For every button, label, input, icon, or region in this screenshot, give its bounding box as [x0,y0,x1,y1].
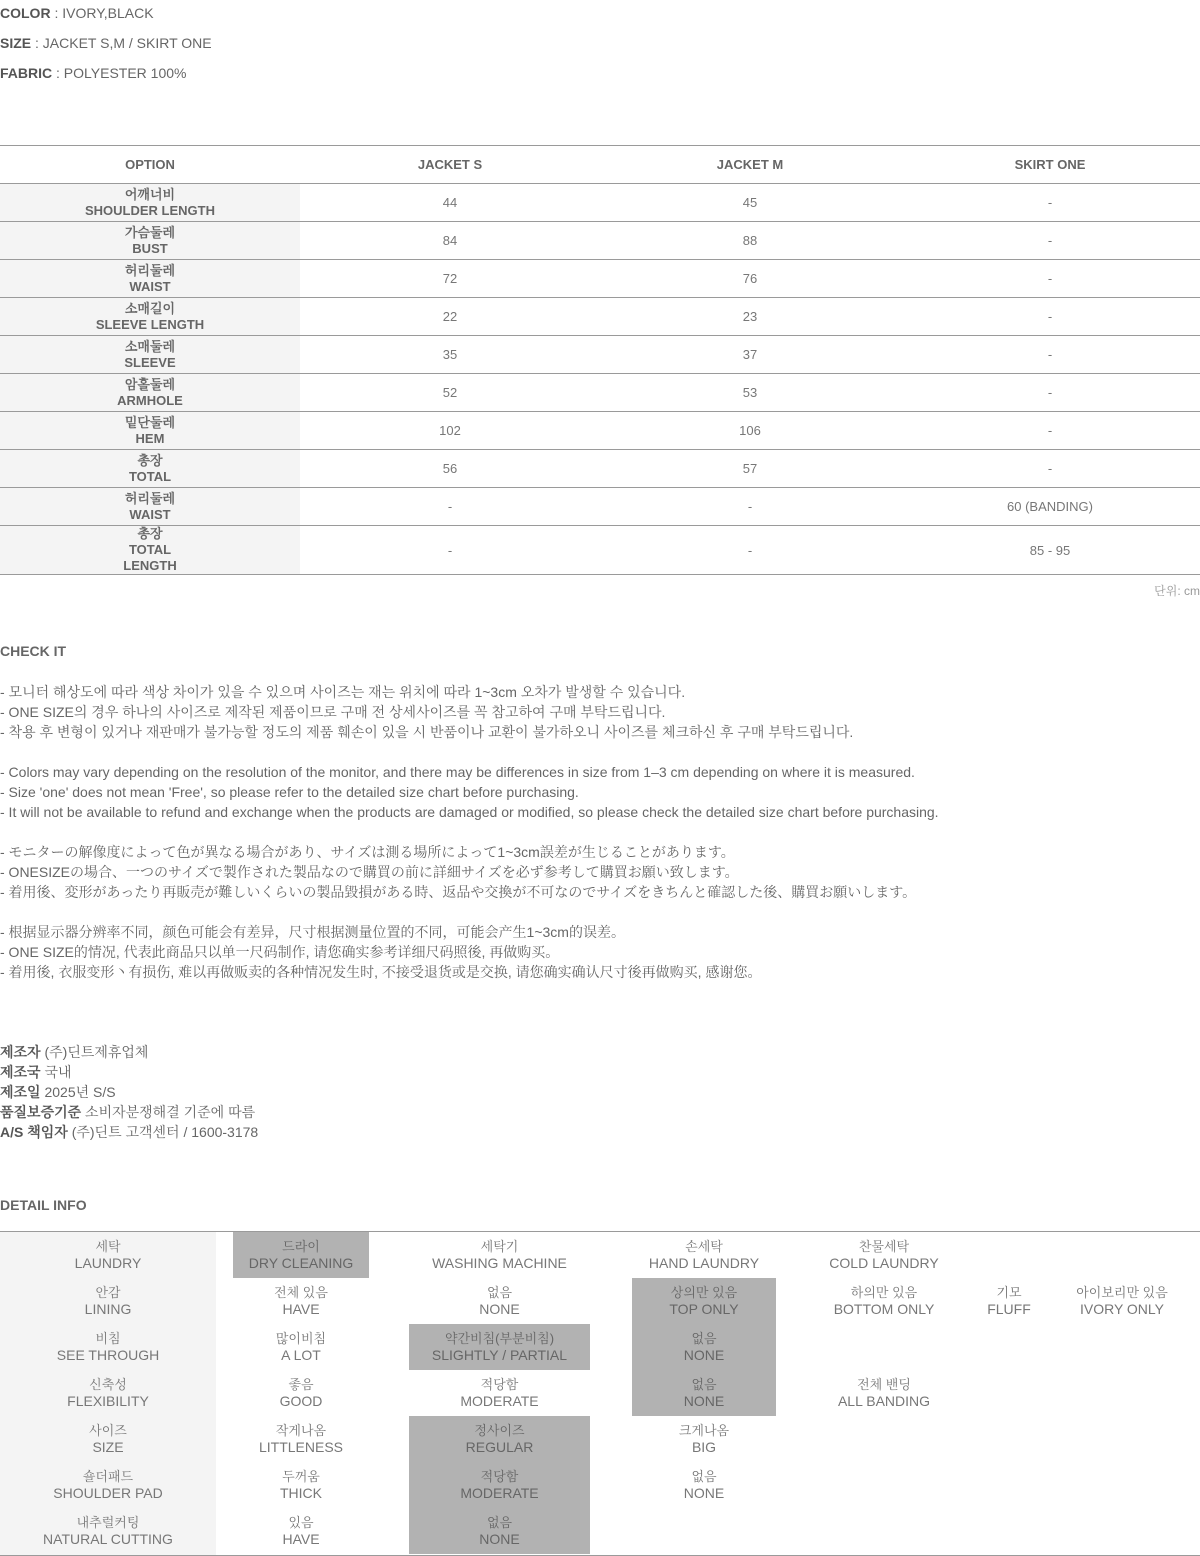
detail-option-ko: 없음 [691,1331,717,1346]
check-note-line: - 根据显示器分辨率不同，颜色可能会有差异，尺寸根据测量位置的不同，可能会产生1~3cm的误差。 [0,924,625,940]
check-note-line: - Size 'one' does not mean 'Free', so please refer to the detailed size chart before purchasing. [0,784,579,800]
detail-option-ko: 많이비침 [275,1331,327,1346]
detail-option-ko: 하의만 있음 [850,1285,918,1300]
maker-row [0,1082,258,1102]
note-gap [0,902,939,922]
size-value: 45 [600,184,900,222]
size-value: - [300,526,600,575]
product-info [0,0,212,88]
maker-key: A/S 책임자 [0,1124,68,1140]
detail-option-en: SLIGHTLY / PARTIAL [431,1347,568,1363]
maker-key: 제조자 [0,1044,41,1060]
detail-option-en: NONE [479,1301,520,1317]
check-note-line: - ONESIZEの場合、一つのサイズで製作された製品なので購買の前に詳細サイズを必ず参考して購買お願い致します。 [0,864,739,880]
size-value: - [600,526,900,575]
size-row-label-ko: 소매길이 [124,300,176,316]
size-row-label [0,298,300,336]
detail-option-ko: 두꺼움 [282,1469,320,1484]
note-gap [0,822,939,842]
detail-option-en: REGULAR [465,1439,534,1455]
detail-option-ko: 정사이즈 [474,1423,525,1438]
size-row-label-ko: 허리둘레 [124,262,176,278]
size-row-label [0,412,300,450]
detail-label-ko: 안감 [95,1285,121,1300]
detail-option-en: FLUFF [987,1301,1031,1317]
size-row-label-en: WAIST [129,506,171,522]
size-value: 88 [600,222,900,260]
size-value: - [900,412,1200,450]
info-fabric-value: : POLYESTER 100% [52,65,187,81]
size-value: - [300,488,600,526]
unit-label: 단위: cm [1154,584,1200,598]
maker-value: (주)딘트제휴업체 [40,1044,149,1060]
info-size [0,28,212,58]
detail-row-label [0,1370,216,1416]
detail-option [792,1370,976,1416]
check-note-line: - Colors may vary depending on the resolution of the monitor, and there may be differences in size from 1–3 cm depending on where it is measured. [0,764,915,780]
detail-option-ko: 기모 [996,1285,1022,1300]
detail-option [632,1232,776,1278]
detail-option [233,1508,369,1554]
info-fabric [0,58,212,88]
size-value: - [900,260,1200,298]
detail-row-label [0,1324,216,1370]
detail-row-label [0,1278,216,1324]
size-row [0,412,1200,450]
detail-option-en: COLD LAUNDRY [829,1255,939,1271]
detail-option-ko: 없음 [691,1377,717,1392]
detail-option-ko: 없음 [486,1515,513,1530]
header-option: OPTION [0,146,300,184]
size-value: 72 [300,260,600,298]
detail-option-en: MODERATE [460,1393,539,1409]
size-table [0,145,1200,575]
size-value: 53 [600,374,900,412]
check-note-line: - 着用後、変形があったり再販売が難しいくらいの製品毀損がある時、返品や交換が不可なのでサイズをきちんと確認した後、購買お願いします。 [0,884,917,900]
check-note-line: - 着用後, 衣服变形丶有损伤, 难以再做贩卖的各种情况发生时, 不接受退货或是交换, 请您确实确认尺寸後再做购买, 感谢您。 [0,964,762,980]
size-row-label [0,222,300,260]
check-note-line: - モニターの解像度によって色が異なる場合があり、サイズは測る場所によって1~3cm誤差が生じることがあります。 [0,844,735,860]
size-row-label-en: HEM [135,430,165,446]
info-color-key: COLOR [0,5,51,21]
detail-row-label [0,1232,216,1278]
detail-option [1058,1278,1186,1324]
size-row [0,526,1200,575]
size-value: - [900,298,1200,336]
detail-option-ko: 약간비침(부분비침) [444,1331,555,1346]
detail-option-ko: 상의만 있음 [670,1285,738,1300]
detail-option-selected [632,1370,776,1416]
detail-option [233,1462,369,1508]
detail-label-en: SHOULDER PAD [53,1485,163,1501]
info-size-value: : JACKET S,M / SKIRT ONE [31,35,212,51]
size-row-label-en: SLEEVE LENGTH [95,316,205,332]
detail-label-en: LAUNDRY [74,1255,142,1271]
size-value: 57 [600,450,900,488]
detail-option-en: IVORY ONLY [1079,1301,1165,1317]
maker-key: 제조일 [0,1084,41,1100]
size-value: - [900,336,1200,374]
size-row-label [0,450,300,488]
detail-option [233,1324,369,1370]
detail-option-ko: 좋음 [288,1377,314,1392]
size-row-label-ko: 총장 [137,526,163,541]
maker-value: 소비자분쟁해결 기준에 따름 [81,1104,256,1120]
size-row [0,450,1200,488]
detail-option-en: MODERATE [460,1485,539,1501]
size-row [0,260,1200,298]
check-note-line: - ONE SIZE의 경우 하나의 사이즈로 제작된 제품이므로 구매 전 상세사이즈를 꼭 참고하여 구매 부탁드립니다. [0,704,666,720]
size-value: - [900,374,1200,412]
detail-option-ko: 세탁기 [480,1239,519,1254]
detail-option-selected [233,1232,369,1278]
info-color [0,0,212,28]
detail-option-ko: 전체 있음 [274,1285,328,1300]
detail-label-en: NATURAL CUTTING [43,1531,173,1547]
detail-option-ko: 없음 [486,1285,513,1300]
detail-option-ko: 없음 [691,1469,717,1484]
detail-option-en: NONE [479,1531,520,1547]
size-value: 44 [300,184,600,222]
check-title: CHECK IT [0,643,67,659]
detail-label-en: SIZE [92,1439,124,1455]
size-value: - [900,450,1200,488]
header-jacket-m: JACKET M [600,146,900,184]
size-value: - [900,184,1200,222]
size-row-label-en: WAIST [129,278,171,294]
detail-option-selected [409,1324,590,1370]
check-note-line: - It will not be available to refund and exchange when the products are damaged or modified, so please check the detailed size chart before purchasing. [0,804,939,820]
size-row-label-ko: 밑단둘레 [124,414,176,430]
detail-option-en: A LOT [281,1347,321,1363]
size-row-label-ko: 가슴둘레 [124,224,176,240]
size-value: 84 [300,222,600,260]
info-color-value: : IVORY,BLACK [50,5,154,21]
maker-row [0,1122,258,1142]
size-row-label [0,488,300,526]
maker-value: 국내 [40,1064,72,1080]
detail-option-ko: 작게나옴 [275,1423,327,1438]
detail-option-ko: 전체 밴딩 [857,1377,911,1392]
size-row-label [0,526,300,575]
size-row-label-ko: 어깨너비 [124,186,176,202]
detail-label-ko: 내추럴커팅 [76,1515,140,1530]
check-note-line: - 착용 후 변형이 있거나 재판매가 불가능할 정도의 제품 훼손이 있을 시 반품이나 교환이 불가하오니 사이즈를 체크하신 후 구매 부탁드립니다. [0,724,854,740]
size-row-label-en: TOTAL [128,542,172,557]
detail-option-ko: 적당함 [480,1469,519,1484]
detail-row-label [0,1416,216,1462]
size-value: - [600,488,900,526]
maker-info [0,1042,258,1142]
info-fabric-key: FABRIC [0,65,53,81]
detail-option-en: HAND LAUNDRY [648,1255,760,1271]
check-note-line: - 모니터 해상도에 따라 색상 차이가 있을 수 있으며 사이즈는 재는 위치에 따라 1~3cm 오차가 발생할 수 있습니다. [0,684,686,700]
size-row-label-ko: 총장 [137,452,163,468]
detail-label-ko: 숄더패드 [82,1469,134,1484]
size-value: 56 [300,450,600,488]
size-value: 52 [300,374,600,412]
detail-label-en: FLEXIBILITY [67,1393,149,1409]
detail-row-label [0,1462,216,1508]
size-value: 76 [600,260,900,298]
note-gap [0,742,939,762]
detail-label-ko: 비침 [95,1331,121,1346]
size-row-label [0,374,300,412]
detail-option-en: HAVE [282,1301,320,1317]
detail-option-en: BOTTOM ONLY [833,1301,935,1317]
detail-option [632,1462,776,1508]
detail-option-ko: 적당함 [480,1377,519,1392]
size-value: 60 (BANDING) [900,488,1200,526]
detail-option-en: NONE [683,1393,725,1409]
size-row [0,488,1200,526]
detail-option [792,1278,976,1324]
maker-row [0,1102,258,1122]
detail-option-en: HAVE [282,1531,320,1547]
detail-option-en: ALL BANDING [837,1393,931,1409]
detail-option-en: WASHING MACHINE [432,1255,567,1271]
detail-option-en: THICK [280,1485,322,1501]
detail-option-ko: 아이보리만 있음 [1076,1285,1168,1300]
detail-option-ko: 크게나옴 [678,1423,730,1438]
detail-option [233,1278,369,1324]
size-value: 37 [600,336,900,374]
detail-option-en: TOP ONLY [669,1301,739,1317]
detail-row-label [0,1508,216,1554]
detail-option [976,1278,1042,1324]
detail-label-ko: 사이즈 [89,1423,127,1438]
size-value: 35 [300,336,600,374]
detail-option-selected [409,1416,590,1462]
header-jacket-s: JACKET S [300,146,600,184]
detail-option [233,1370,369,1416]
size-row-label-en: BUST [132,240,168,256]
size-table-header [0,146,1200,184]
size-row-label [0,336,300,374]
detail-title: DETAIL INFO [0,1197,87,1213]
size-row-label [0,184,300,222]
detail-label-en: SEE THROUGH [56,1347,160,1363]
detail-option-selected [409,1462,590,1508]
size-row-label-ko: 암홀둘레 [124,376,176,392]
size-row-label-en: TOTAL [128,468,172,484]
detail-label-ko: 세탁 [95,1239,121,1254]
detail-option-en: LITTLENESS [258,1439,344,1455]
detail-option-ko: 손세탁 [685,1239,723,1254]
detail-option [409,1370,590,1416]
detail-option-selected [632,1324,776,1370]
size-value: 106 [600,412,900,450]
detail-option-en: BIG [691,1439,717,1455]
detail-option-en: GOOD [279,1393,323,1409]
size-row-label-ko: 허리둘레 [124,490,176,506]
size-row-label-en: ARMHOLE [117,392,183,408]
size-row [0,336,1200,374]
detail-option-en: NONE [683,1347,725,1363]
size-row-label-en2: LENGTH [123,558,177,573]
detail-option-ko: 찬물세탁 [858,1239,910,1254]
detail-option-selected [409,1508,590,1554]
detail-table [0,1231,1200,1556]
size-row [0,374,1200,412]
detail-option-selected [632,1278,776,1324]
size-row-label-ko: 소매둘레 [124,338,176,354]
detail-option [409,1232,590,1278]
detail-option-en: DRY CLEANING [248,1255,354,1271]
maker-value: 2025년 S/S [40,1084,116,1100]
detail-option [792,1232,976,1278]
detail-option [632,1416,776,1462]
size-value: 23 [600,298,900,336]
header-skirt-one: SKIRT ONE [900,146,1200,184]
detail-option [233,1416,369,1462]
size-row [0,184,1200,222]
size-value: - [900,222,1200,260]
check-note-line: - ONE SIZE的情况, 代表此商品只以单一尺码制作, 请您确实参考详细尺码照後, 再做购买。 [0,944,560,960]
detail-option [409,1278,590,1324]
size-row-label [0,260,300,298]
info-size-key: SIZE [0,35,32,51]
size-row-label-en: SHOULDER LENGTH [85,202,215,218]
check-notes [0,682,939,982]
detail-label-ko: 신축성 [89,1377,127,1392]
maker-value: (주)딘트 고객센터 / 1600-3178 [67,1124,259,1140]
detail-option-ko: 있음 [288,1515,314,1530]
maker-key: 제조국 [0,1064,41,1080]
size-row-label-en: SLEEVE [124,354,176,370]
maker-key: 품질보증기준 [0,1104,82,1120]
detail-option-ko: 드라이 [282,1239,320,1254]
detail-label-en: LINING [84,1301,132,1317]
maker-row [0,1042,258,1062]
maker-row [0,1062,258,1082]
size-row [0,298,1200,336]
size-row [0,222,1200,260]
size-value: 85 - 95 [900,526,1200,575]
size-value: 22 [300,298,600,336]
detail-option-en: NONE [683,1485,725,1501]
size-value: 102 [300,412,600,450]
